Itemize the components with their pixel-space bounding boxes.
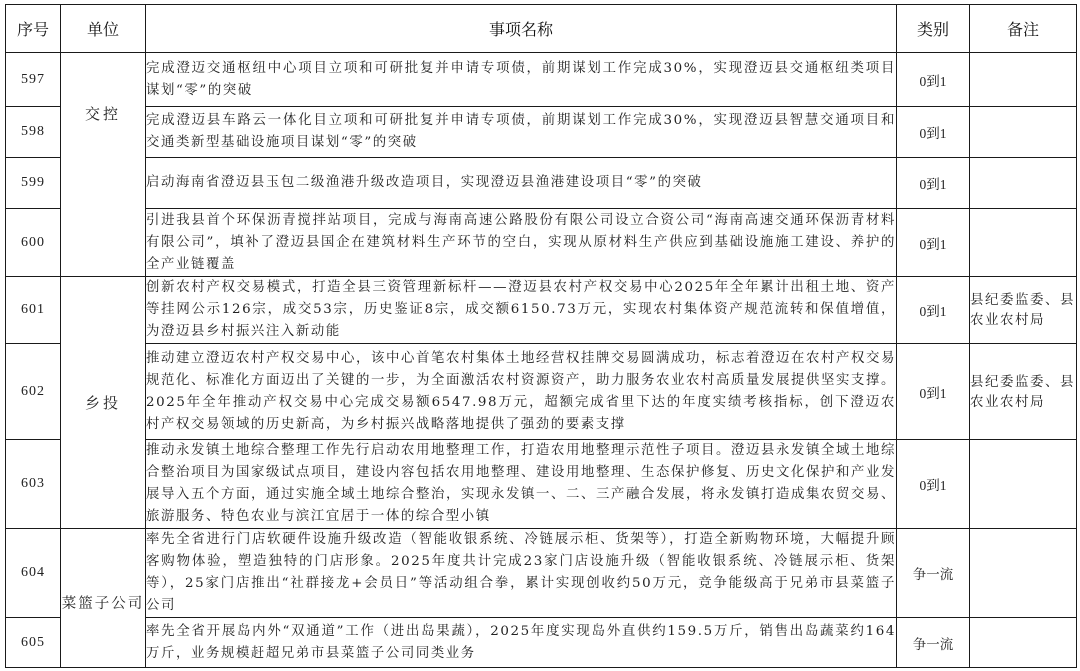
matters-table	[5, 4, 1077, 668]
item-cell: 创新农村产权交易模式，打造全县三资管理新标杆——澄迈县农村产权交易中心2025年全年累计出租土地、资产等挂网公示126宗，成交53宗，历史鉴证8宗，成交额6150.73万元，实现农村集体资产规范流转和保值增值，为澄迈县乡村振兴注入新动能	[146, 277, 897, 344]
header-seq: 序号	[6, 5, 61, 53]
item-cell: 推动建立澄迈农村产权交易中心，该中心首笔农村集体土地经营权挂牌交易圆满成功，标志着澄迈在农村产权交易规范化、标准化方面迈出了关键的一步，为全面激活农村资源资产，助力服务农业农村高质量发展提供坚实支撑。2025年全年推动产权交易中心完成交易额6547.98万元，超额完成省里下达的年度实绩考核指标，创下澄迈农村产权交易领域的历史新高，为乡村振兴战略落地提供了强劲的要素支撑	[146, 344, 897, 440]
header-row	[6, 5, 1077, 53]
note-cell	[970, 618, 1077, 668]
unit-cell-jiaokong: 交控	[61, 53, 146, 277]
header-category: 类别	[897, 5, 970, 53]
table-row	[6, 277, 1077, 344]
note-cell	[970, 158, 1077, 209]
category-cell: 0到1	[897, 209, 970, 277]
category-cell: 争一流	[897, 618, 970, 668]
item-cell: 率先全省进行门店软硬件设施升级改造（智能收银系统、冷链展示柜、货架等），打造全新购物环境，大幅提升顾客购物体验，塑造独特的门店形象。2025年度共计完成23家门店设施升级（智能收银系统、冷链展示柜、货架等），25家门店推出“社群接龙+会员日”等活动组合拳，累计实现创收约50万元，竞争能级高于兄弟市县菜篮子公司	[146, 529, 897, 618]
unit-cell-xiangtou: 乡投	[61, 277, 146, 529]
item-cell: 完成澄迈县车路云一体化目立项和可研批复并申请专项债，前期谋划工作完成30%，实现澄迈县智慧交通项目和交通类新型基础设施项目谋划“零”的突破	[146, 107, 897, 158]
note-cell	[970, 529, 1077, 618]
seq-cell: 599	[6, 158, 61, 209]
seq-cell: 603	[6, 440, 61, 529]
note-cell	[970, 107, 1077, 158]
note-cell	[970, 440, 1077, 529]
note-cell: 县纪委监委、县农业农村局	[970, 277, 1077, 344]
category-cell: 0到1	[897, 107, 970, 158]
seq-cell: 600	[6, 209, 61, 277]
table-row	[6, 440, 1077, 529]
item-cell: 推动永发镇土地综合整理工作先行启动农用地整理工作，打造农用地整理示范性子项目。澄迈县永发镇全域土地综合整治项目为国家级试点项目，建设内容包括农用地整理、建设用地整理、生态保护修复、历史文化保护和产业发展导入五个方面，通过实施全域土地综合整治，实现永发镇一、二、三产融合发展，将永发镇打造成集农贸交易、旅游服务、特色农业与滨江宜居于一体的综合型小镇	[146, 440, 897, 529]
note-cell: 县纪委监委、县农业农村局	[970, 344, 1077, 440]
table-row	[6, 618, 1077, 668]
category-cell: 0到1	[897, 440, 970, 529]
table-row	[6, 158, 1077, 209]
seq-cell: 597	[6, 53, 61, 107]
seq-cell: 601	[6, 277, 61, 344]
header-unit: 单位	[61, 5, 146, 53]
header-item: 事项名称	[146, 5, 897, 53]
item-cell: 率先全省开展岛内外“双通道”工作（进出岛果蔬），2025年度实现岛外直供约159.5万斤，销售出岛蔬菜约164万斤，业务规模赶超兄弟市县菜篮子公司同类业务	[146, 618, 897, 668]
table-row	[6, 529, 1077, 618]
seq-cell: 605	[6, 618, 61, 668]
item-cell: 引进我县首个环保沥青搅拌站项目，完成与海南高速公路股份有限公司设立合资公司“海南高速交通环保沥青材料有限公司”，填补了澄迈县国企在建筑材料生产环节的空白，实现从原材料生产供应到基础设施施工建设、养护的全产业链覆盖	[146, 209, 897, 277]
category-cell: 0到1	[897, 158, 970, 209]
table-row	[6, 209, 1077, 277]
category-cell: 争一流	[897, 529, 970, 618]
note-cell	[970, 53, 1077, 107]
note-cell	[970, 209, 1077, 277]
item-cell: 完成澄迈交通枢纽中心项目立项和可研批复并申请专项债，前期谋划工作完成30%，实现澄迈县交通枢纽类项目谋划“零”的突破	[146, 53, 897, 107]
category-cell: 0到1	[897, 277, 970, 344]
header-note: 备注	[970, 5, 1077, 53]
unit-cell-cailanzi: 菜篮子公司	[61, 529, 146, 668]
seq-cell: 598	[6, 107, 61, 158]
table-row	[6, 344, 1077, 440]
table-row	[6, 107, 1077, 158]
category-cell: 0到1	[897, 53, 970, 107]
category-cell: 0到1	[897, 344, 970, 440]
table-row	[6, 53, 1077, 107]
item-cell: 启动海南省澄迈县玉包二级渔港升级改造项目，实现澄迈县渔港建设项目“零”的突破	[146, 158, 897, 209]
seq-cell: 604	[6, 529, 61, 618]
seq-cell: 602	[6, 344, 61, 440]
